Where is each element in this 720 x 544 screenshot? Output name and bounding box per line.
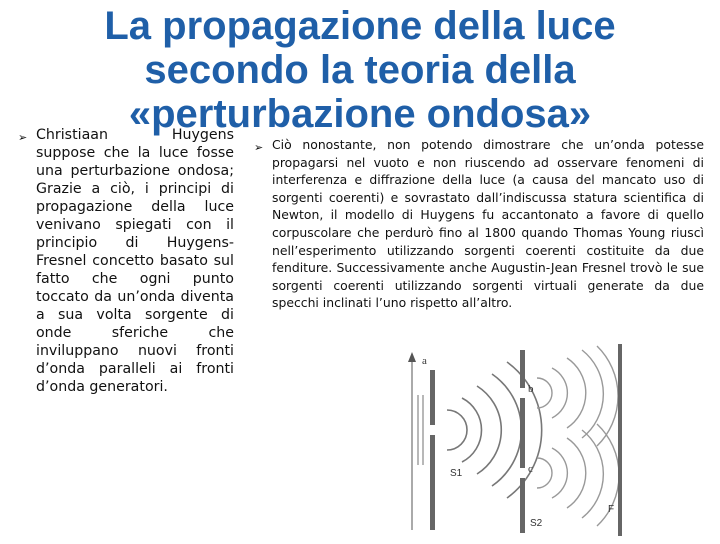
double-slit-diagram <box>392 340 720 540</box>
right-column <box>254 136 704 312</box>
slide-title <box>100 4 620 136</box>
axis-arrow-icon <box>408 352 416 362</box>
label-f: F <box>608 504 615 515</box>
wavefronts-upper-slit <box>537 346 618 446</box>
barrier-2-bottom <box>520 478 525 533</box>
label-s1: S1 <box>450 468 463 479</box>
arrow-bullet-icon: ➢ <box>254 141 264 154</box>
left-column <box>18 126 234 396</box>
label-a: a <box>422 355 427 367</box>
screen <box>618 344 622 536</box>
label-b: b <box>528 383 534 395</box>
left-bullet-item <box>18 126 234 396</box>
barrier-1-top <box>430 370 435 425</box>
barrier-2-middle <box>520 398 525 468</box>
title-line-2: secondo la teoria della <box>144 48 576 92</box>
arrow-bullet-icon: ➢ <box>18 131 28 144</box>
title-line-3: «perturbazione ondosa» <box>128 92 592 136</box>
label-c: c <box>528 463 533 475</box>
wavefronts-lower-slit <box>537 424 619 526</box>
barrier-1-bottom <box>430 435 435 530</box>
barrier-2-top <box>520 350 525 388</box>
left-bullet-text: Christiaan Huygens suppose che la luce fosse una perturbazione ondosa; Grazie a ciò, i principi di propagazione della luce venivano spiegati con il principio di Huygens-Fresnel concetto basato sul fatto che ogni punto toccato da un’onda diventa a sua volta sorgente di onde sferiche che inviluppano nuovi fronti d’onda paralleli ai fronti d’onda generatori. <box>36 127 234 395</box>
double-slit-figure <box>392 340 720 540</box>
label-s2: S2 <box>530 518 543 529</box>
right-bullet-item <box>254 136 704 312</box>
title-line-1: La propagazione della luce <box>104 4 616 48</box>
incident-wavefronts <box>418 395 423 465</box>
right-bullet-text: Ciò nonostante, non potendo dimostrare che un’onda potesse propagarsi nel vuoto e non riuscendo ad osservare fenomeni di interferenza e diffrazione della luce (a causa del mancato uso di sorgenti coerenti) e sovrastato dall’indiscussa statura scientifica di Newton, il modello di Huygens fu accantonato a favore di quello corpuscolare che perdurò fino al 1800 quando Thomas Young riuscì nell’esperimento utilizzando sorgenti coerenti costituite da due fenditure. Successivamente anche Augustin-Jean Fresnel trovò le sue sorgenti coerenti utilizzando sorgenti virtuali generate da due specchi inclinati l’uno rispetto all’altro. <box>272 137 704 311</box>
